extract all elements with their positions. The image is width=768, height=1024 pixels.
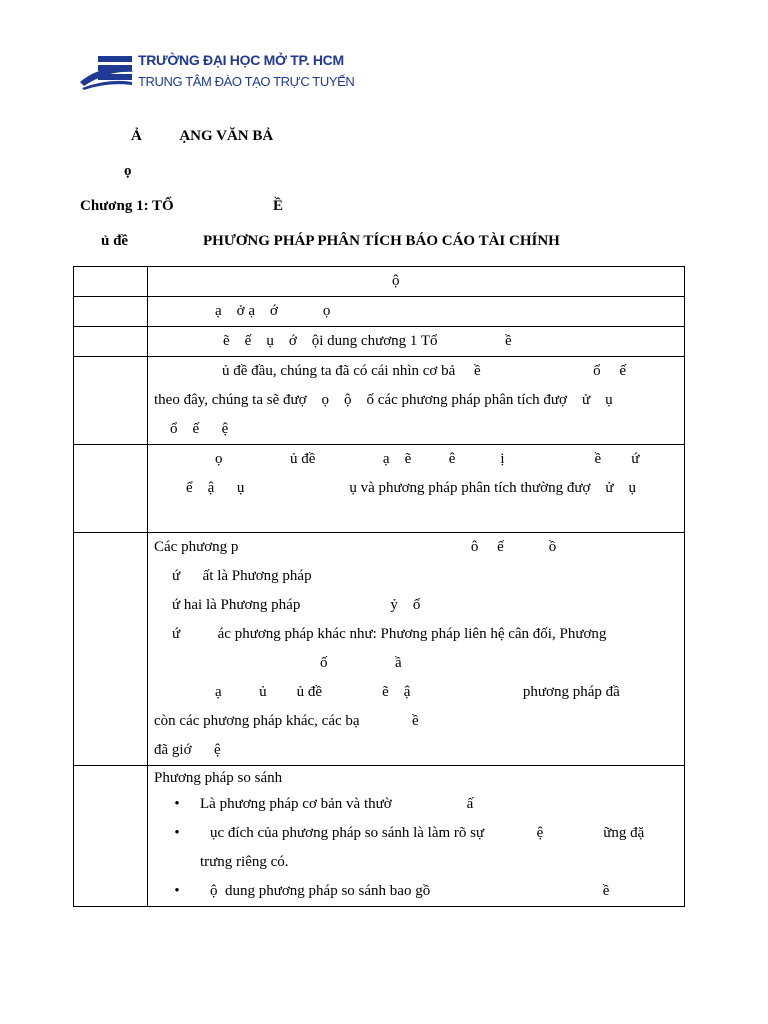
table-row-4-line-3: ổ ế ệ [170,421,229,437]
logo-subtitle: TRUNG TÂM ĐÀO TẠO TRỰC TUYẾN [138,74,355,89]
table-row-6-line-4: ứ ác phương pháp khác như: Phương pháp liên hệ cân đối, Phương [172,626,607,642]
university-logo [78,50,355,96]
table-row-6-line-5: ố ầ [320,655,402,671]
bullet-icon: • [174,796,180,812]
table-row-6-line-7: còn các phương pháp khác, các bạ ề [154,713,419,729]
table-cell-right [148,357,685,445]
topic-title: PHƯƠNG PHÁP PHÂN TÍCH BÁO CÁO TÀI CHÍNH [203,233,560,249]
table-row-4-line-1: ủ đề đầu, chúng ta đã có cái nhìn cơ bả ề ổ ế [222,363,627,379]
table-row-6-line-2: ứ ất là Phương pháp [172,568,312,584]
logo-title: TRƯỜNG ĐẠI HỌC MỞ TP. HCM [138,52,344,68]
table-row-5-line-1: ọ ủ đề ạ ẽ ê ị ề ứ [215,451,640,467]
table-row-6-line-6: ạ ủ ủ đề ẽ ậ phương pháp đầ [215,684,620,700]
table-row-2-text: ạ ở ạ ớ ọ [215,303,331,319]
table-cell-right [148,766,685,907]
table-cell-left [74,766,148,907]
table-cell-left [74,327,148,357]
list-item-text: ộ dung phương pháp so sánh bao gồ ề [210,883,610,899]
bullet-icon: • [174,825,180,841]
list-item-continuation: trưng riêng có. [200,854,289,870]
table-row [74,327,685,357]
table-cell-right [148,297,685,327]
bullet-icon: • [174,883,180,899]
table-cell-left [74,445,148,533]
table-cell-left [74,297,148,327]
table-row [74,267,685,297]
table-cell-left [74,357,148,445]
table-row [74,297,685,327]
table-cell-right [148,533,685,766]
table-row [74,766,685,907]
table-row-6-line-8: đã giớ ệ [154,742,221,758]
table-row-5-blank [148,503,684,532]
list-item-text: Là phương pháp cơ bản và thườ ấ [200,796,474,812]
table-row-7-heading: Phương pháp so sánh [154,770,283,786]
list-item-text: ục đích của phương pháp so sánh là làm rõ sự ệ ững đặ [210,825,645,841]
table-row-6-line-3: ứ hai là Phương pháp ỷ ố [172,597,421,613]
document-title: Ả ẠNG VĂN BẢ [131,128,274,144]
chapter-suffix: Ề [273,198,284,214]
list-item [148,819,684,848]
table-row-5-line-2: ể ậ ụ ụ và phương pháp phân tích thường đượ ử ụ [186,480,637,496]
table-cell-right [148,327,685,357]
table-row-6-line-1: Các phương p ô ế ồ [154,539,557,555]
table-cell-right [148,267,685,297]
university-book-globe-logo [78,52,136,92]
table-cell-left [74,533,148,766]
document-subtitle: ọ [124,163,132,179]
list-item [148,790,684,819]
table-row [74,533,685,766]
table-row [74,357,685,445]
topic-label: ủ đề [101,233,129,249]
content-table [73,266,685,907]
list-item [148,877,684,906]
table-row-1-text: ộ [392,273,400,289]
table-row-3-text: ẽ ế ụ ớ ội dung chương 1 Tổ ề [223,333,512,349]
table-row [74,445,685,533]
table-cell-left [74,267,148,297]
chapter-label: Chương 1: TỔ [80,198,174,214]
table-row-4-line-2: theo đây, chúng ta sẽ đượ ọ ộ ố các phương pháp phân tích đượ ử ụ [154,392,613,408]
table-cell-right [148,445,685,533]
